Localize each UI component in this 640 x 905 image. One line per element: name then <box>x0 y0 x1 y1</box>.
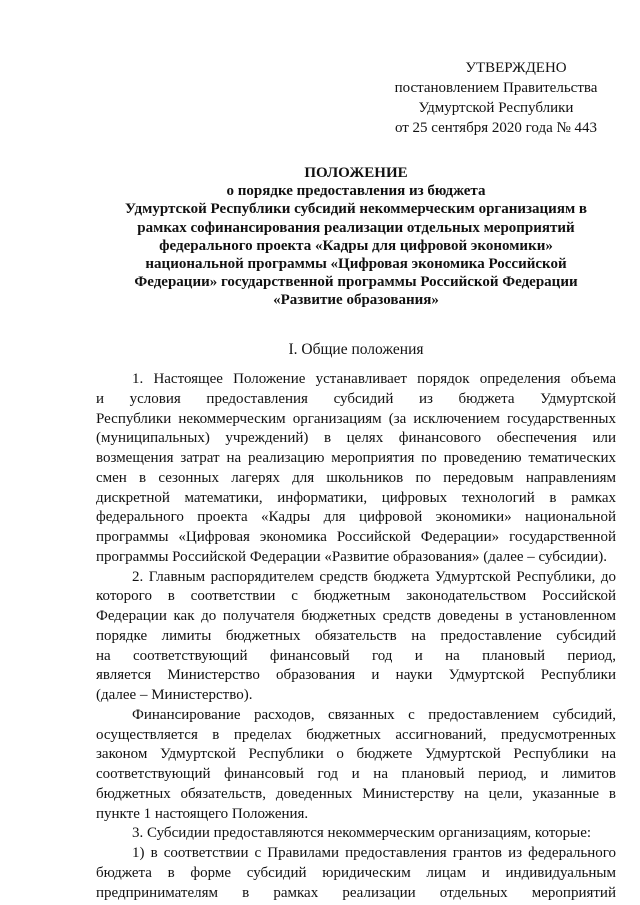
text-line: предпринимателям в рамках реализации отдельных мероприятий <box>96 884 616 901</box>
regulation-subtitle-line: национальной программы «Цифровая экономика Российской <box>145 256 567 273</box>
text-line: программы «Цифровая экономика Российской Федерации» государственной <box>96 529 616 545</box>
text-line: 3. Субсидии предоставляются некоммерческим организациям, которые: <box>132 825 592 842</box>
approval-title: УТВЕРЖДЕНО <box>465 60 567 76</box>
text-line: дискретной математики, информатики, цифровых технологий в рамках <box>96 489 616 506</box>
regulation-subtitle-line: Федерации» государственной программы Российской Федерации <box>134 274 578 291</box>
text-line: Финансирование расходов, связанных с предоставлением субсидий, <box>132 706 616 723</box>
regulation-subtitle-line: «Развитие образования» <box>273 292 439 309</box>
text-line: бюджета в форме субсидий юридическим лицам и индивидуальным <box>96 864 616 881</box>
regulation-title: ПОЛОЖЕНИЕ <box>304 165 408 181</box>
text-line: возмещения затрат на реализацию мероприятия по проведению тематических <box>96 450 616 466</box>
regulation-subtitle-line: Удмуртской Республики субсидий некоммерческим организациям в <box>124 201 588 218</box>
text-line: 1. Настоящее Положение устанавливает порядок определения объема <box>132 371 616 387</box>
text-line: Республики некоммерческим организациям (за исключением государственных <box>96 410 616 427</box>
text-line: бюджетных обязательств, доведенных Министерству на цели, указанные в <box>96 785 616 802</box>
section-heading: I. Общие положения <box>288 341 424 358</box>
approval-line-1: постановлением Правительства <box>394 80 598 96</box>
regulation-heading <box>96 164 616 310</box>
text-line: 1) в соответствии с Правилами предоставления грантов из федерального <box>132 845 616 861</box>
regulation-subtitle-line: рамках софинансирования реализации отдельных мероприятий <box>137 219 575 236</box>
approval-line-2: Удмуртской Республики <box>418 100 574 116</box>
text-line: осуществляется в пределах бюджетных ассигнований, предусмотренных <box>96 726 616 743</box>
text-line: 2. Главным распорядителем средств бюджета Удмуртской Республики, до <box>132 568 616 585</box>
text-line: и условия предоставления субсидий из бюджета Удмуртской <box>96 390 616 407</box>
text-line: смен в сезонных лагерях для школьников по передовым направлениям <box>96 469 616 486</box>
text-line: законом Удмуртской Республики о бюджете Удмуртской Республики на <box>96 746 616 763</box>
body-text <box>96 370 616 903</box>
approval-stamp <box>360 58 632 138</box>
text-line: пункте 1 настоящего Положения. <box>96 805 309 822</box>
approval-line-3: от 25 сентября 2020 года № 443 <box>394 120 598 136</box>
text-line: (муниципальных) учреждений) в целях финансового обеспечения или <box>96 430 616 447</box>
text-line: порядке лимиты бюджетных обязательств на предоставление субсидий <box>96 627 616 644</box>
text-line: которого в соответствии с бюджетным законодательством Российской <box>96 588 616 605</box>
regulation-subtitle-line: о порядке предоставления из бюджета <box>226 183 486 200</box>
text-line: соответствующий финансовый год и на плановый период, и лимитов <box>96 766 616 782</box>
text-line: программы Российской Федерации «Развитие образования» (далее – субсидии). <box>96 548 608 565</box>
text-line: Федерации как до получателя бюджетных средств доведены в установленном <box>96 608 616 624</box>
regulation-subtitle-line: федерального проекта «Кадры для цифровой экономики» <box>159 237 553 254</box>
text-line: является Министерство образования и науки Удмуртской Республики <box>96 667 616 684</box>
text-line: федерального проекта «Кадры для цифровой экономики» национальной <box>96 509 616 526</box>
text-line: на соответствующий финансовый год и на плановый период, <box>96 647 616 664</box>
text-line: (далее – Министерство). <box>96 687 253 703</box>
